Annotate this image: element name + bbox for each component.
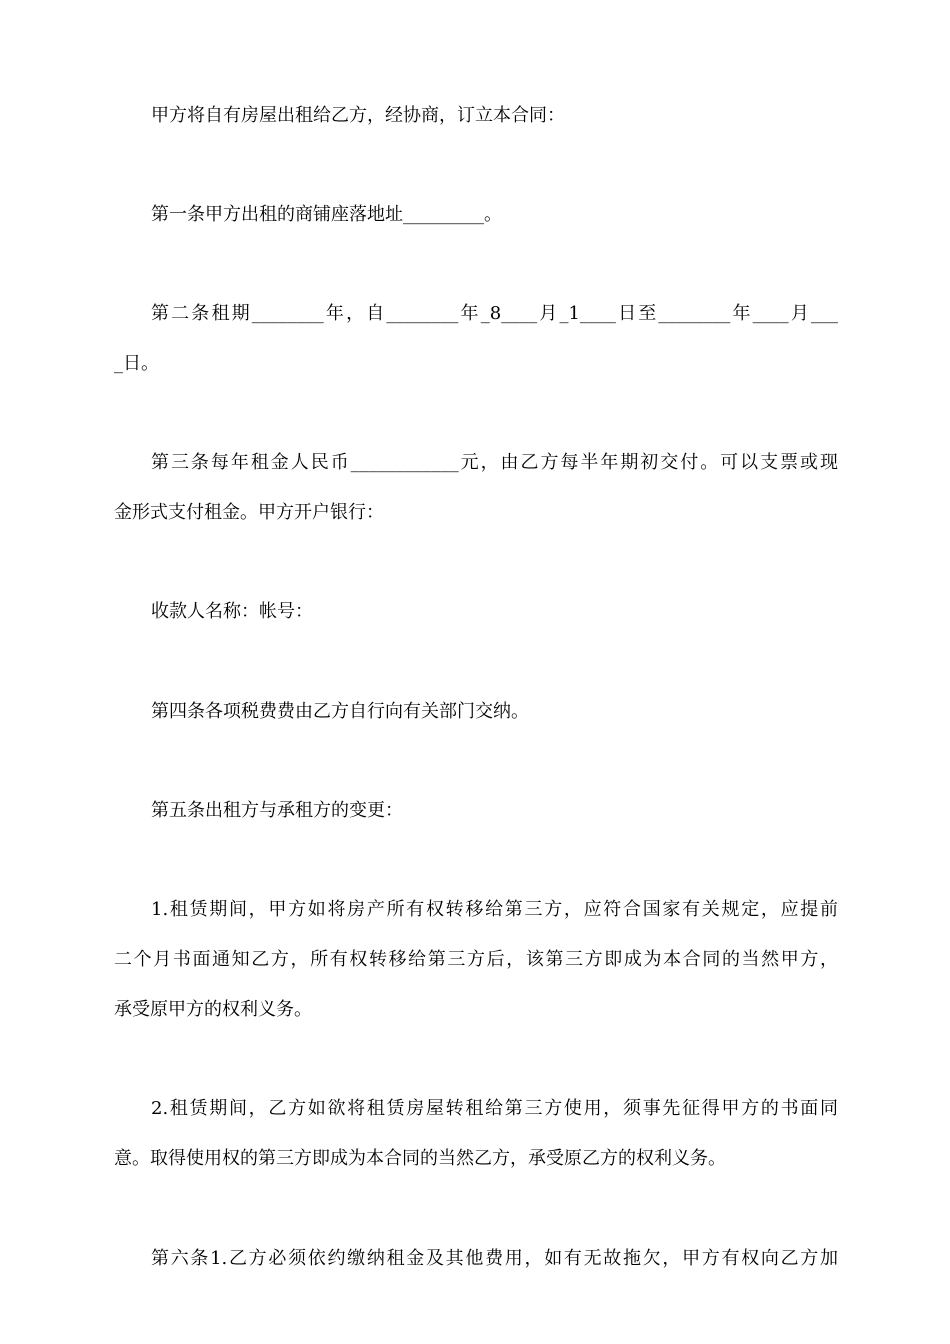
paragraph-intro [114,91,838,141]
text-line: 第三条每年租金人民币____________元，由乙方每半年期初交付。可以支票或现 [151,452,838,473]
paragraph-article-5-item-1 [114,885,838,1035]
paragraph-article-1 [114,190,838,240]
paragraph-article-4 [114,687,838,737]
text-line: 第四条各项税费费由乙方自行向有关部门交纳。 [151,701,529,722]
text-line: _日。 [114,353,159,374]
text-line: 第五条出租方与承租方的变更： [151,800,403,821]
paragraph-article-2 [114,289,838,389]
paragraph-article-6 [114,1234,838,1284]
paragraph-payee [114,587,838,637]
paragraph-article-5 [114,786,838,836]
text-line: 意。取得使用权的第三方即成为本合同的当然乙方，承受原乙方的权利义务。 [114,1148,726,1169]
text-line: 1.租赁期间，甲方如将房产所有权转移给第三方，应符合国家有关规定，应提前 [151,899,838,920]
text-line: 第六条1.乙方必须依约缴纳租金及其他费用，如有无故拖欠，甲方有权向乙方加 [151,1248,838,1269]
paragraph-article-5-item-2 [114,1084,838,1184]
text-line: 甲方将自有房屋出租给乙方，经协商，订立本合同： [151,105,565,126]
text-line: 收款人名称：帐号： [151,601,313,622]
text-line: 2.租赁期间，乙方如欲将租赁房屋转租给第三方使用，须事先征得甲方的书面同 [151,1098,838,1119]
text-line: 金形式支付租金。甲方开户银行： [114,502,384,523]
text-line: 第二条租期________年，自________年_8____月_1____日至________年____月___ [151,303,838,324]
paragraph-article-3 [114,438,838,538]
text-line: 二个月书面通知乙方，所有权转移给第三方后，该第三方即成为本合同的当然甲方， [114,949,838,970]
text-line: 第一条甲方出租的商铺座落地址_________。 [151,204,502,225]
text-line: 承受原甲方的权利义务。 [114,999,312,1020]
